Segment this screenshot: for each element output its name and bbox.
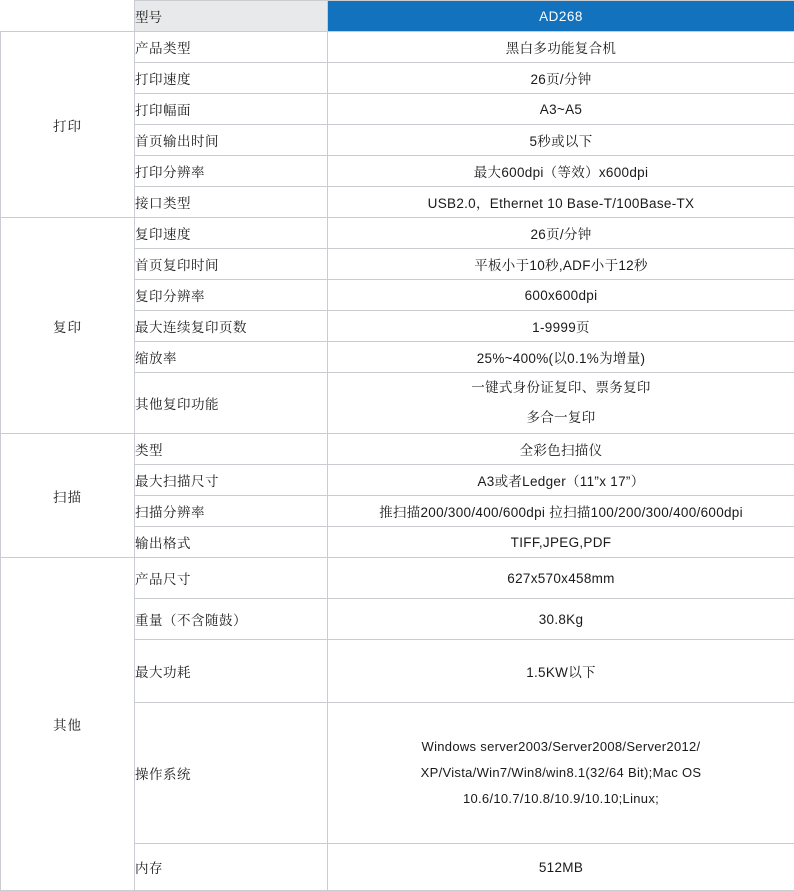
row-value: A3~A5 xyxy=(328,94,794,125)
row-value: 627x570x458mm xyxy=(328,558,794,599)
row-value: 全彩色扫描仪 xyxy=(328,434,794,465)
os-line: Windows server2003/Server2008/Server2012/ xyxy=(328,734,794,760)
row-label: 扫描分辨率 xyxy=(135,496,328,527)
table-row xyxy=(1,32,794,63)
row-value: 5秒或以下 xyxy=(328,125,794,156)
row-label: 打印分辨率 xyxy=(135,156,328,187)
row-label: 重量（不含随鼓） xyxy=(135,599,328,640)
row-label: 首页输出时间 xyxy=(135,125,328,156)
row-value: 最大600dpi（等效）x600dpi xyxy=(328,156,794,187)
row-value: 平板小于10秒,ADF小于12秒 xyxy=(328,249,794,280)
row-value: 黑白多功能复合机 xyxy=(328,32,794,63)
os-line: 10.6/10.7/10.8/10.9/10.10;Linux; xyxy=(328,786,794,812)
row-label: 复印速度 xyxy=(135,218,328,249)
row-label: 接口类型 xyxy=(135,187,328,218)
row-label: 其他复印功能 xyxy=(135,373,328,434)
row-value: TIFF,JPEG,PDF xyxy=(328,527,794,558)
row-value-line: 多合一复印 xyxy=(328,403,794,433)
row-label: 操作系统 xyxy=(135,703,328,844)
group-cell-scan: 扫描 xyxy=(1,434,135,558)
row-label: 产品类型 xyxy=(135,32,328,63)
os-line: XP/Vista/Win7/Win8/win8.1(32/64 Bit);Mac OS xyxy=(328,760,794,786)
row-value: 512MB xyxy=(328,844,794,891)
row-value-multiline xyxy=(328,373,794,434)
row-value: 25%~400%(以0.1%为增量) xyxy=(328,342,794,373)
table-row xyxy=(1,434,794,465)
row-value: 1.5KW以下 xyxy=(328,640,794,703)
row-value: 1-9999页 xyxy=(328,311,794,342)
group-cell-print: 打印 xyxy=(1,32,135,218)
row-label: 打印幅面 xyxy=(135,94,328,125)
row-label: 最大连续复印页数 xyxy=(135,311,328,342)
row-value: 26页/分钟 xyxy=(328,63,794,94)
row-value: USB2.0，Ethernet 10 Base-T/100Base-TX xyxy=(328,187,794,218)
group-cell-copy: 复印 xyxy=(1,218,135,434)
row-value: 600x600dpi xyxy=(328,280,794,311)
table-header-row xyxy=(1,1,794,32)
row-value-os xyxy=(328,703,794,844)
row-label: 缩放率 xyxy=(135,342,328,373)
table-row xyxy=(1,218,794,249)
row-value-line: 一键式身份证复印、票务复印 xyxy=(328,373,794,403)
row-label: 产品尺寸 xyxy=(135,558,328,599)
row-label: 类型 xyxy=(135,434,328,465)
row-label: 最大功耗 xyxy=(135,640,328,703)
header-model-cell: AD268 xyxy=(328,1,794,32)
row-label: 输出格式 xyxy=(135,527,328,558)
row-value: 30.8Kg xyxy=(328,599,794,640)
header-label-cell: 型号 xyxy=(135,1,328,32)
row-label: 最大扫描尺寸 xyxy=(135,465,328,496)
header-spacer-cell xyxy=(1,1,135,32)
row-value: A3或者Ledger（11”x 17”） xyxy=(328,465,794,496)
row-label: 复印分辨率 xyxy=(135,280,328,311)
group-cell-other: 其他 xyxy=(1,558,135,891)
row-value: 推扫描200/300/400/600dpi 拉扫描100/200/300/400/600dpi xyxy=(328,496,794,527)
row-label: 打印速度 xyxy=(135,63,328,94)
row-label: 内存 xyxy=(135,844,328,891)
row-label: 首页复印时间 xyxy=(135,249,328,280)
row-value: 26页/分钟 xyxy=(328,218,794,249)
table-row xyxy=(1,558,794,599)
